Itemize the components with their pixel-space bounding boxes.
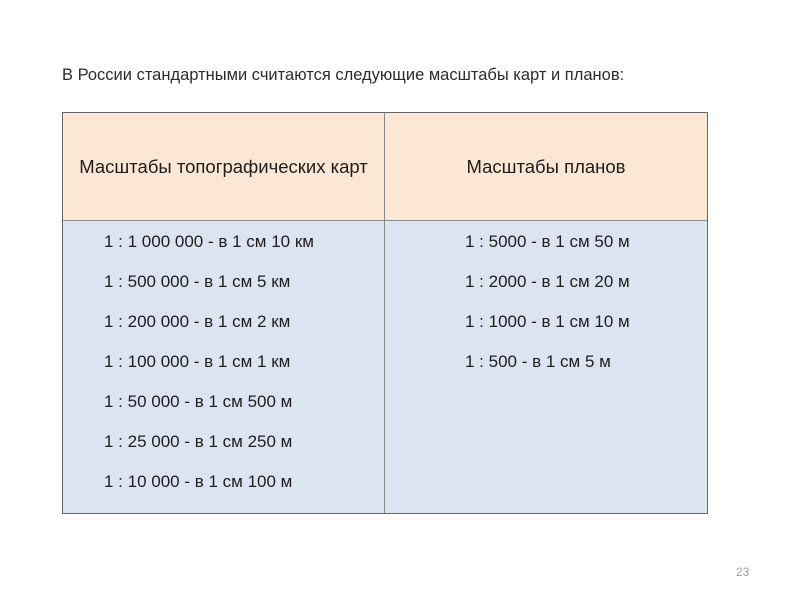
plan-scale-item: 1 : 1000 - в 1 см 10 м — [465, 312, 630, 331]
map-scale-item: 1 : 50 000 - в 1 см 500 м — [104, 392, 293, 411]
page-number: 23 — [736, 565, 750, 579]
plan-scale-item: 1 : 500 - в 1 см 5 м — [465, 352, 611, 371]
map-scale-item: 1 : 500 000 - в 1 см 5 км — [104, 272, 291, 291]
map-scale-item: 1 : 100 000 - в 1 см 1 км — [104, 352, 291, 371]
map-scales-cell — [63, 221, 385, 513]
plan-scale-item: 1 : 5000 - в 1 см 50 м — [465, 232, 630, 251]
map-scale-item: 1 : 200 000 - в 1 см 2 км — [104, 312, 291, 331]
plan-scales-cell — [385, 221, 707, 513]
map-scale-item: 1 : 25 000 - в 1 см 250 м — [104, 432, 293, 451]
map-scale-item: 1 : 1 000 000 - в 1 см 10 км — [104, 232, 314, 251]
header-plan-scales: Масштабы планов — [385, 113, 707, 221]
scales-table — [62, 112, 708, 514]
header-map-scales: Масштабы топографических карт — [63, 113, 385, 221]
plan-scales-list — [385, 226, 707, 386]
slide-title: В России стандартными считаются следующие масштабы карт и планов: — [62, 66, 625, 84]
map-scales-list — [63, 226, 384, 506]
plan-scale-item: 1 : 2000 - в 1 см 20 м — [465, 272, 630, 291]
map-scale-item: 1 : 10 000 - в 1 см 100 м — [104, 472, 293, 491]
